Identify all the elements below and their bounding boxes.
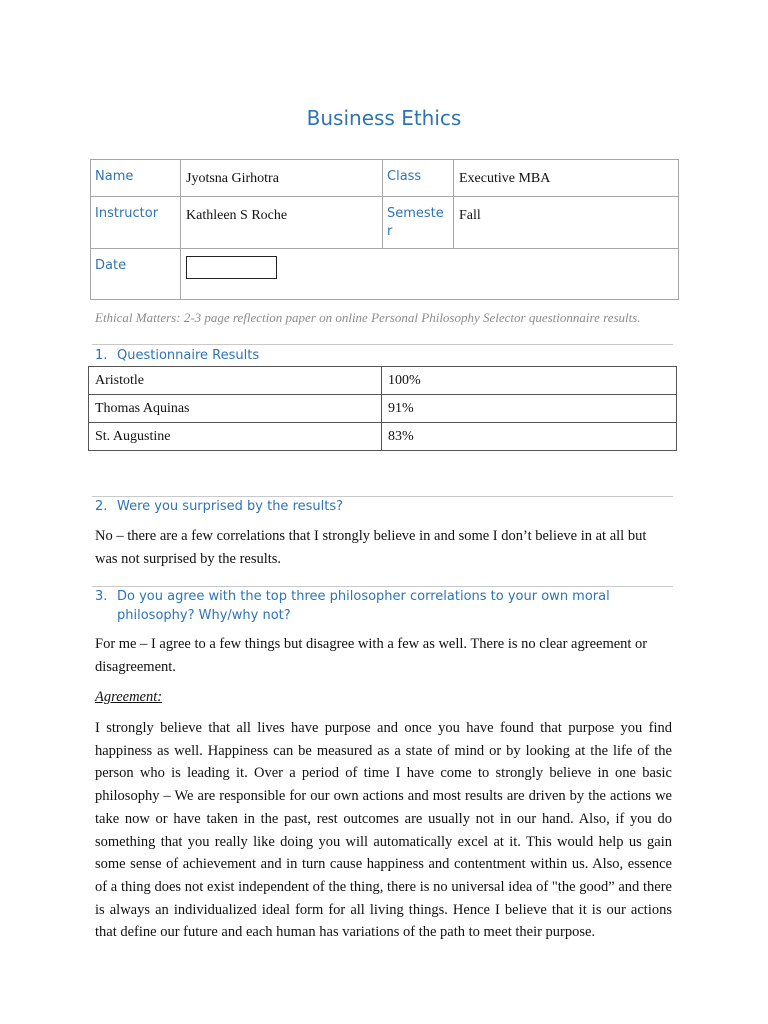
class-value: Executive MBA	[454, 160, 679, 197]
section-divider	[92, 344, 673, 345]
semester-value: Fall	[454, 197, 679, 249]
name-value: Jyotsna Girhotra	[181, 160, 383, 197]
student-info-table	[90, 159, 679, 300]
agreement-heading: Agreement:	[95, 689, 163, 705]
philosopher-cell: St. Augustine	[89, 423, 382, 451]
section-number: 2.	[95, 499, 108, 514]
table-row	[89, 423, 677, 451]
instructor-value: Kathleen S Roche	[181, 197, 383, 249]
score-cell: 91%	[382, 395, 677, 423]
date-field[interactable]	[186, 256, 277, 279]
section-title: Questionnaire Results	[117, 348, 260, 363]
table-row	[89, 395, 677, 423]
section-1-heading	[95, 346, 675, 365]
table-row	[89, 367, 677, 395]
answer-3-intro-paragraph: For me – I agree to a few things but disagree with a few as well. There is no clear agreement or disagreement.	[95, 636, 648, 675]
philosopher-cell: Thomas Aquinas	[89, 395, 382, 423]
answer-2-paragraph: No – there are a few correlations that I strongly believe in and some I don’t believe in at all but was not surprised by the results.	[95, 528, 647, 567]
philosopher-cell: Aristotle	[89, 367, 382, 395]
class-label: Class	[383, 160, 454, 197]
document-title: Business Ethics	[306, 106, 462, 130]
instructor-label: Instructor	[91, 197, 181, 249]
section-2-heading	[95, 497, 675, 516]
name-label: Name	[91, 160, 181, 197]
assignment-description: Ethical Matters: 2-3 page reflection paper on online Personal Philosophy Selector questionnaire results.	[95, 310, 641, 325]
score-cell: 83%	[382, 423, 677, 451]
section-number: 1.	[95, 348, 108, 363]
section-title: Were you surprised by the results?	[117, 499, 344, 514]
section-3-heading	[95, 587, 675, 625]
section-number: 3.	[95, 589, 108, 604]
semester-label: Semester	[383, 197, 454, 249]
score-cell: 100%	[382, 367, 677, 395]
results-table	[88, 366, 677, 451]
agreement-paragraph: I strongly believe that all lives have purpose and once you have found that purpose you find happiness as well. Happiness can be measured as a state of mind or by looking at the life of the person who is leading it. Over a period of time I have come to strongly believe in one basic philosophy – We are responsible for our own actions and most results are driven by the actions we take now or have taken in the past, rest outcomes are usually not in our hand. Also, if you do something that you really like doing you will automatically excel at it. This would help us gain some sense of achievement and in turn cause happiness and contentment within us. Also, essence of a thing does not exist independent of the thing, there is no universal idea of "the good” and there is always an individualized ideal form for all living things. Hence I believe that it is our actions that define our future and each human has variations of the path to meet their purpose.	[95, 720, 672, 941]
section-title: Do you agree with the top three philosopher correlations to your own moral philosophy? Why/why not?	[117, 589, 610, 623]
date-label: Date	[91, 249, 181, 300]
